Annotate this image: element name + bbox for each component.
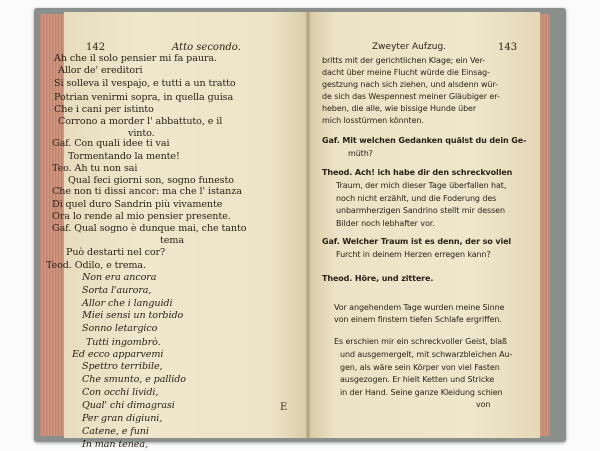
- left-text-line: Gaf. Qual sogno è dunque mai, che tanto: [52, 223, 247, 234]
- left-text-line: Tutti ingombrò.: [86, 337, 161, 348]
- right-text-line: von: [476, 400, 491, 409]
- right-text-line: müth?: [348, 149, 373, 158]
- right-running-head: Zweyter Aufzug.: [372, 42, 447, 52]
- left-text-line: tema: [160, 235, 184, 246]
- left-text-line: Teod. Odilo, e trema.: [46, 260, 146, 271]
- right-text-line: Furcht in deinem Herzen erregen kann?: [336, 250, 491, 259]
- right-text-line: de sich das Wespennest meiner Gläubiger er-: [322, 92, 500, 101]
- left-page-text: [46, 12, 308, 450]
- left-text-line: Miei sensi un torbido: [82, 310, 184, 321]
- right-page-number: 143: [498, 42, 518, 53]
- left-text-line: In man tenea,: [82, 439, 148, 450]
- right-text-line: gestzung nach sich ziehen, und alsdenn wür-: [322, 80, 498, 89]
- left-text-line: Sorta l'aurora,: [82, 285, 152, 296]
- left-text-line: Sonno letargico: [82, 323, 158, 334]
- right-text-line: Gaf. Welcher Traum ist es denn, der so viel: [322, 237, 512, 246]
- right-text-line: Traum, der mich dieser Tage überfallen hat,: [336, 181, 507, 190]
- left-text-line: Si solleva il vespajo, e tutti a un tratto: [54, 78, 236, 89]
- left-page-number: 142: [86, 42, 106, 53]
- left-text-line: Corrono a morder l' abbattuto, e il: [58, 116, 223, 127]
- left-text-line: Può destarti nel cor?: [66, 247, 166, 258]
- right-text-line: in der Hand. Seine ganze Kleidung schien: [340, 388, 503, 397]
- right-page: [308, 12, 540, 438]
- left-text-line: Che smunto, e pallido: [82, 374, 186, 385]
- right-text-line: Es erschien mir ein schreckvoller Geist, blaß: [334, 337, 507, 346]
- right-text-line: Gaf. Mit welchen Gedanken quälst du dein Ge-: [322, 136, 527, 145]
- right-text-line: gen, als wäre sein Körper von viel Fasten: [340, 363, 500, 372]
- right-text-line: heben, die alle, wie bissige Hunde über: [322, 104, 477, 113]
- left-text-line: Catene, e funi: [82, 426, 149, 437]
- right-text-line: von einem finstern tiefen Schlafe ergriffen.: [334, 315, 502, 324]
- left-text-line: Potrian venirmi sopra, in quella guisa: [54, 92, 234, 103]
- left-text-line: Allor che i languidi: [82, 298, 173, 309]
- right-text-line: mich losstürmen könnten.: [322, 116, 424, 125]
- right-page-text: [308, 12, 540, 438]
- right-text-line: dacht über meine Flucht würde die Einsag-: [322, 68, 490, 77]
- right-text-line: Theod. Höre, und zittere.: [322, 274, 434, 283]
- right-text-line: Bilder noch lebhafter vor.: [336, 219, 435, 228]
- right-text-line: britts mit der gerichtlichen Klage; ein Ver-: [322, 56, 486, 65]
- left-text-line: Ora lo rende al mio pensier presente.: [52, 211, 231, 222]
- right-text-line: noch nicht erzählt, und die Foderung des: [336, 194, 497, 203]
- book-gutter: [305, 12, 311, 438]
- right-text-line: Theod. Ach! ich habe dir den schreckvollen: [322, 168, 513, 177]
- left-text-line: Con occhi lividi,: [82, 387, 159, 398]
- signature-mark: E: [280, 402, 288, 413]
- left-page: [46, 12, 308, 450]
- left-text-line: Allor de' ereditori: [58, 65, 143, 76]
- left-text-line: Ed ecco apparvemi: [72, 349, 164, 360]
- left-running-head: Atto secondo.: [172, 42, 241, 53]
- left-text-line: Di quel duro Sandrin più vivamente: [52, 199, 223, 210]
- left-text-line: Teo. Ah tu non sai: [52, 163, 138, 174]
- right-text-line: ausgezogen. Er hielt Ketten und Stricke: [340, 375, 495, 384]
- left-text-line: Che non ti dissi ancor: ma che l' istanza: [52, 186, 242, 197]
- left-text-line: Gaf. Con quali idee ti vai: [52, 138, 170, 149]
- left-text-line: vinto.: [128, 128, 155, 139]
- left-text-line: Qual feci giorni son, sogno funesto: [68, 175, 234, 186]
- right-text-line: unbarmherzigen Sandrino stellt mir dessen: [336, 206, 505, 215]
- left-text-line: Ah che il solo pensier mi fa paura.: [54, 53, 217, 64]
- left-text-line: Che i cani per istinto: [54, 104, 154, 115]
- left-text-line: Qual' chi dimagrasi: [82, 400, 175, 411]
- left-text-line: Spettro terribile,: [82, 361, 163, 372]
- left-text-line: Non era ancora: [82, 272, 157, 283]
- right-text-line: und ausgemergelt, mit schwarzbleichen Au-: [340, 350, 513, 359]
- right-text-line: Vor angehendem Tage wurden meine Sinne: [334, 303, 505, 312]
- left-text-line: Per gran digiuni,: [82, 413, 163, 424]
- left-text-line: Tormentando la mente!: [68, 151, 180, 162]
